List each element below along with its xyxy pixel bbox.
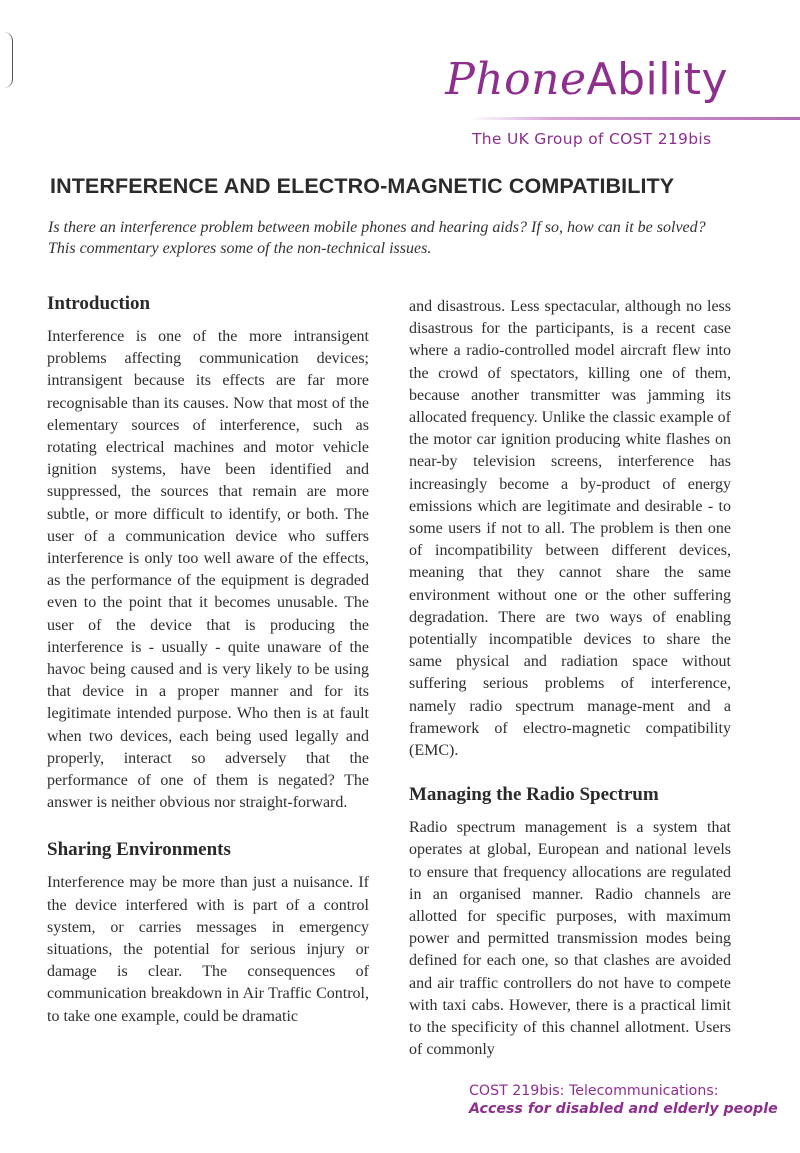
page-title: INTERFERENCE AND ELECTRO-MAGNETIC COMPATIBILITY bbox=[50, 174, 675, 198]
heading-sharing-environments: Sharing Environments bbox=[47, 839, 231, 861]
page-footer bbox=[469, 1082, 778, 1118]
brand-logo bbox=[445, 54, 728, 105]
introduction-text: Interference is one of the more intransigent problems affecting communication devices; intransigent because its effects are far more recognisable than its causes. Now that most of the elementary sources of interference, such as rotating electrical machines and motor vehicle ignition systems, have been identified and suppressed, the sources that remain are more subtle, or more difficult to identify, or both. The user of a communication device who suffers interference is only too well aware of the effects, as the performance of the equipment is degraded even to the point that it becomes unusable. The user of the device that is producing the interference is - usually - quite unaware of the havoc being caused and is very likely to be using that device in a proper manner and for its legitimate intended purpose. Who then is at fault when two devices, each being used legally and properly, interact so adversely that the performance of one of them is negated? The answer is neither obvious nor straight-forward. bbox=[47, 328, 369, 812]
brand-logo-ability: Ability bbox=[586, 54, 728, 105]
left-column bbox=[47, 293, 369, 1028]
brand-subtitle: The UK Group of COST 219bis bbox=[472, 130, 712, 148]
sharing-environments-text: Interference may be more than just a nuisance. If the device interfered with is part of a control system, or carries messages in emergency situations, the potential for serious injury or damage is clear. The consequences of communication breakdown in Air Traffic Control, to take one example, could be dramatic bbox=[47, 874, 369, 1025]
scan-margin-mark bbox=[4, 32, 13, 88]
sharing-environments-continued-text: and disastrous. Less spectacular, although no less disastrous for the participants, is a recent case where a radio-controlled model aircraft flew into the crowd of spectators, killing one of them, because another transmitter was jamming its allocated frequency. Unlike the classic example of the motor car ignition producing white flashes on near-by television screens, interference has increasingly become a by-product of energy emissions which are legitimate and desirable - to some users if not to all. The problem is then one of incompatibility between different devices, meaning that they cannot share the same environment without one or the other suffering degradation. There are two ways of enabling potentially incompatible devices to share the same physical and radiation space without suffering serious problems of interference, namely radio spectrum manage-ment and a framework of electro-magnetic compatibility (EMC). bbox=[409, 298, 731, 760]
brand-divider bbox=[470, 117, 800, 120]
right-column bbox=[409, 296, 731, 1062]
heading-managing-radio-spectrum: Managing the Radio Spectrum bbox=[409, 784, 659, 806]
footer-line-1: COST 219bis: Telecommunications: bbox=[469, 1083, 719, 1099]
intro-summary: Is there an interference problem between mobile phones and hearing aids? If so, how can it be solved? This commentary explores some of the non-technical issues. bbox=[48, 219, 706, 257]
heading-introduction: Introduction bbox=[47, 293, 151, 314]
brand-logo-phone: Phone bbox=[445, 54, 587, 105]
footer-line-2: Access for disabled and elderly people bbox=[469, 1101, 778, 1117]
managing-radio-spectrum-text: Radio spectrum management is a system that operates at global, European and national levels to ensure that frequency allocations are regulated in an organised manner. Radio channels are allotted for specific purposes, with maximum power and permitted transmission modes being defined for each one, so that clashes are avoided and air traffic controllers do not have to compete with taxi cabs. However, there is a practical limit to the specificity of this channel allotment. Users of commonly bbox=[409, 819, 731, 1059]
